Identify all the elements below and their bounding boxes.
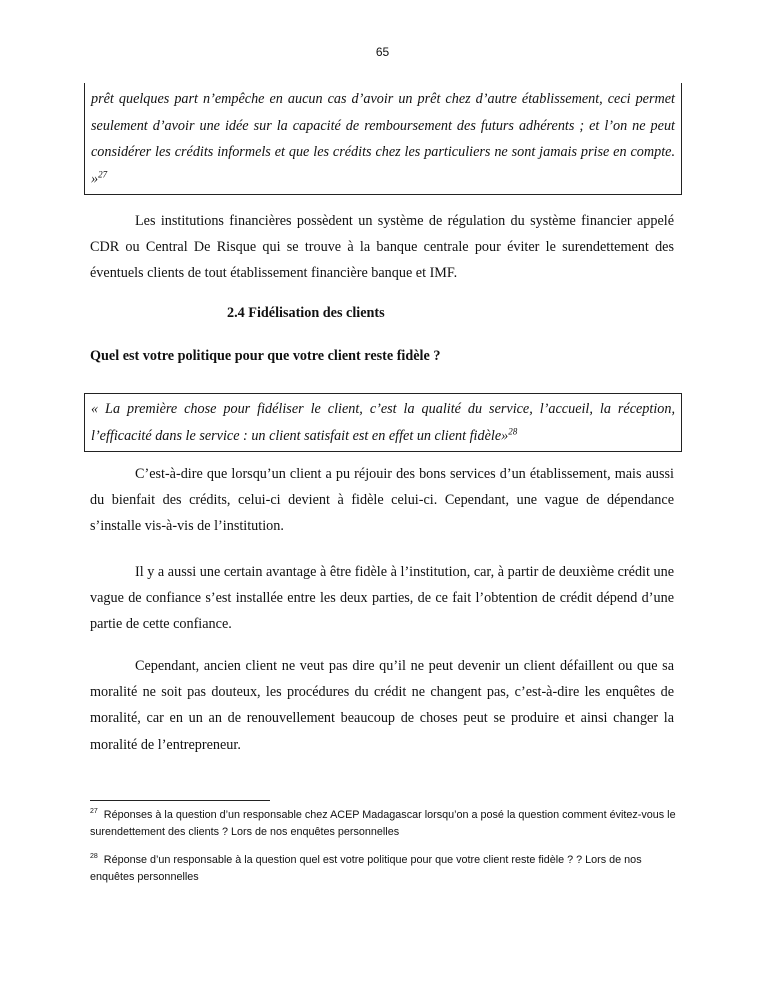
interview-question: Quel est votre politique pour que votre client reste fidèle ? — [90, 348, 441, 364]
paragraph-2: C’est-à-dire que lorsqu’un client a pu réjouir des bons services d’un établissement, mais aussi du bienfait des crédits, celui-ci devient à fidèle celui-ci. Cependant, une vague de dépendance s’installe vis-à-vis de l’institution. — [90, 466, 674, 535]
footnote-28-text: Réponse d’un responsable à la question quel est votre politique pour que votre client reste fidèle ? ? Lors de nos enquêtes personnelles — [90, 854, 642, 883]
footnote-27-number: 27 — [90, 808, 98, 816]
quote-1-footnote-ref: 27 — [98, 168, 108, 179]
quote-2-text: « La première chose pour fidéliser le client, c’est la qualité du service, l’accueil, la réception, l’efficacité dans le service : un client satisfait est en effet un client fidèle» — [91, 401, 675, 444]
quote-1-text: prêt quelques part n’empêche en aucun cas d’avoir un prêt chez d’autre établissement, ceci permet seulement d’avoir une idée sur la capacité de remboursement des futurs adhérents ; et l’on ne peut considérer les crédits informels et que les crédits chez les particuliers ne sont jamais prise en compte. » — [91, 91, 675, 187]
paragraph-1: Les institutions financières possèdent un système de régulation du système financier appelé CDR ou Central De Risque qui se trouve à la banque centrale pour éviter le surendettement des éventuels clients de tout établissement financière banque et IMF. — [90, 213, 674, 282]
section-heading: 2.4 Fidélisation des clients — [227, 305, 385, 321]
footnote-28-number: 28 — [90, 853, 98, 861]
quote-box-2 — [84, 393, 682, 452]
paragraph-4: Cependant, ancien client ne veut pas dire qu’il ne peut devenir un client défaillent ou que sa moralité ne soit pas douteux, les procédures du crédit ne changent pas, c’est-à-dire les enquêtes de moralité, car en un an de renouvellement beaucoup de choses peut se produire et ainsi changer la moralité de l’entrepreneur. — [90, 658, 674, 753]
footnote-27-text: Réponses à la question d’un responsable chez ACEP Madagascar lorsqu’on a posé la question comment évitez-vous le surendettement des clients ? Lors de nos enquêtes personnelles — [90, 809, 676, 838]
page-number: 65 — [375, 45, 390, 59]
paragraph-3: Il y a aussi une certain avantage à être fidèle à l’institution, car, à partir de deuxième crédit une vague de confiance s’est installée entre les deux parties, de ce fait l’obtention de crédit dépend d’une partie de cette confiance. — [90, 564, 674, 633]
footnote-28 — [90, 852, 680, 886]
quote-box-1 — [84, 83, 682, 195]
footnote-27 — [90, 807, 680, 841]
quote-2-footnote-ref: 28 — [508, 425, 518, 436]
footnote-separator — [90, 800, 270, 801]
